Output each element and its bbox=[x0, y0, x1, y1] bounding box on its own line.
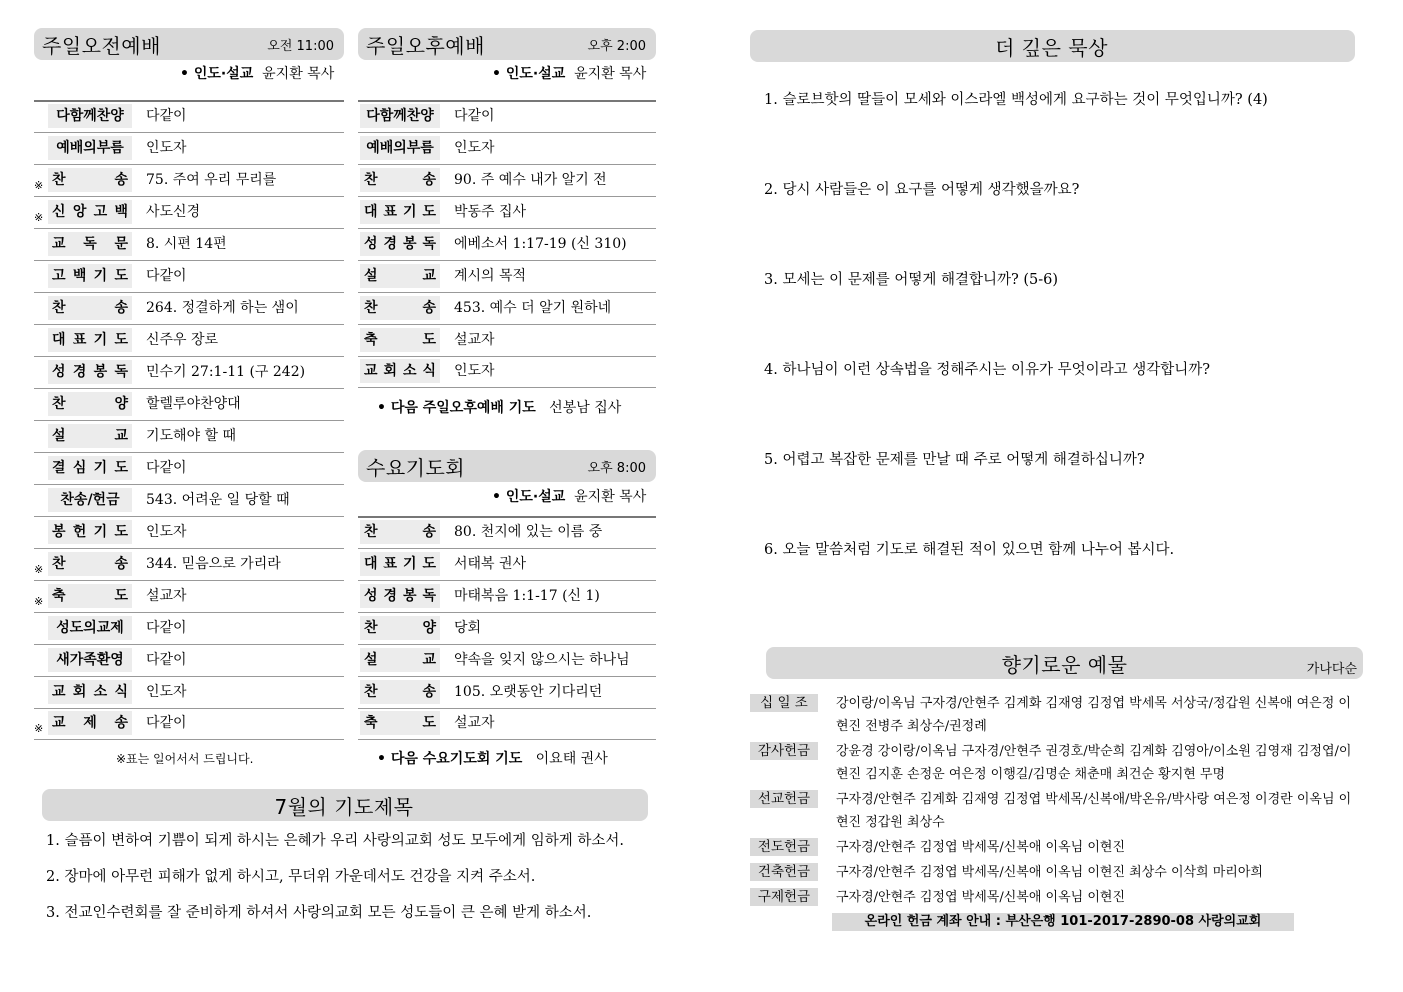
order-value: 인도자 bbox=[454, 363, 495, 379]
order-value: 에베소서 1:17-19 (신 310) bbox=[454, 236, 627, 252]
order-row bbox=[34, 196, 344, 228]
offering-category bbox=[750, 788, 1360, 834]
order-row bbox=[358, 196, 656, 228]
order-value: 당회 bbox=[454, 620, 482, 636]
morning-leader: • 인도·설교 윤지환 목사 bbox=[180, 66, 335, 82]
order-value: 인도자 bbox=[146, 524, 187, 540]
order-label: 다함께찬양 bbox=[48, 104, 132, 128]
order-value: 90. 주 예수 내가 알기 전 bbox=[454, 172, 607, 188]
order-label: 대 표 기 도 bbox=[48, 328, 132, 352]
offering-header bbox=[766, 647, 1363, 679]
order-value: 264. 정결하게 하는 샘이 bbox=[146, 300, 299, 316]
order-value: 인도자 bbox=[454, 140, 495, 156]
offering-names: 강윤경 강이랑/이옥님 구자경/안현주 권경호/박순희 김계화 김영아/이소원 김영재 김정엽/이현진 김지훈 손정운 여은정 이행길/김명순 채춘매 최건순 황지현 무명 bbox=[836, 744, 1352, 782]
order-row bbox=[34, 228, 344, 260]
wednesday-service-time: 오후 8:00 bbox=[587, 460, 646, 476]
standing-mark: ※ bbox=[34, 179, 44, 192]
wednesday-next-prayer: • 다음 수요기도회 기도 이요태 권사 bbox=[377, 751, 608, 767]
order-row bbox=[358, 612, 656, 644]
order-label: 예배의부름 bbox=[48, 136, 132, 160]
order-label: 교 독 문 bbox=[48, 232, 132, 256]
prayer-topics-list bbox=[46, 830, 646, 938]
order-label: 봉 헌 기 도 bbox=[48, 520, 132, 544]
afternoon-leader: • 인도·설교 윤지환 목사 bbox=[492, 66, 647, 82]
order-row bbox=[34, 708, 344, 740]
order-label: 찬 송 bbox=[360, 168, 440, 192]
order-row bbox=[34, 644, 344, 676]
standing-mark: ※ bbox=[34, 563, 44, 576]
online-account-info: 온라인 헌금 계좌 안내 : 부산은행 101-2017-2890-08 사랑의교회 bbox=[832, 913, 1294, 931]
meditation-question: 2. 당시 사람들은 이 요구를 어떻게 생각했을까요? bbox=[764, 182, 1080, 198]
morning-service-title: 주일오전예배 bbox=[42, 33, 161, 58]
order-label: 찬 송 bbox=[360, 520, 440, 544]
morning-order-table bbox=[34, 100, 344, 740]
order-row bbox=[358, 164, 656, 196]
order-row bbox=[358, 708, 656, 740]
offering-names: 강이랑/이옥님 구자경/안현주 김계화 김재영 김정엽 박세목 서상국/정갑원 신복애 여은정 이현진 전병주 최상수/권정례 bbox=[836, 696, 1351, 734]
meditation-question: 3. 모세는 이 문제를 어떻게 해결합니까? (5-6) bbox=[764, 272, 1059, 288]
prayer-topics-header bbox=[42, 789, 648, 821]
order-row bbox=[358, 580, 656, 612]
order-row bbox=[34, 484, 344, 516]
order-label: 설 교 bbox=[48, 424, 132, 448]
order-value: 마태복음 1:1-17 (신 1) bbox=[454, 588, 600, 604]
order-label: 찬 양 bbox=[360, 616, 440, 640]
order-row bbox=[34, 548, 344, 580]
offering-category bbox=[750, 836, 1360, 859]
order-value: 사도신경 bbox=[146, 204, 201, 220]
order-label: 성 경 봉 독 bbox=[360, 232, 440, 256]
order-label: 축 도 bbox=[360, 711, 440, 735]
offering-names: 구자경/안현주 김정엽 박세목/신복애 이옥님 이현진 bbox=[836, 840, 1126, 855]
afternoon-service-time: 오후 2:00 bbox=[587, 38, 646, 54]
order-value: 다같이 bbox=[454, 108, 495, 124]
order-label: 성 경 봉 독 bbox=[48, 360, 132, 384]
meditation-header bbox=[750, 30, 1355, 62]
order-label: 축 도 bbox=[48, 584, 132, 608]
order-label: 새가족환영 bbox=[48, 648, 132, 672]
order-label: 교 회 소 식 bbox=[360, 359, 440, 383]
order-row bbox=[34, 132, 344, 164]
meditation-question: 5. 어렵고 복잡한 문제를 만날 때 주로 어떻게 해결하십니까? bbox=[764, 452, 1145, 468]
standing-note: ※표는 일어서서 드립니다. bbox=[116, 752, 254, 766]
order-row bbox=[34, 164, 344, 196]
offering-order-note: 가나다순 bbox=[1306, 662, 1357, 677]
meditation-question: 1. 슬로브핫의 딸들이 모세와 이스라엘 백성에게 요구하는 것이 무엇입니까? (4) bbox=[764, 92, 1268, 108]
order-row bbox=[34, 260, 344, 292]
wednesday-service-header bbox=[358, 450, 656, 482]
order-label: 교 제 송 bbox=[48, 711, 132, 735]
order-value: 8. 시편 14편 bbox=[146, 236, 227, 252]
order-label: 고 백 기 도 bbox=[48, 264, 132, 288]
order-value: 75. 주여 우리 무리를 bbox=[146, 172, 277, 188]
wednesday-order-table bbox=[358, 516, 656, 740]
order-value: 다같이 bbox=[146, 715, 187, 731]
afternoon-order-table bbox=[358, 100, 656, 388]
offering-category bbox=[750, 886, 1360, 909]
order-row bbox=[34, 580, 344, 612]
order-row bbox=[34, 516, 344, 548]
order-label: 성 경 봉 독 bbox=[360, 584, 440, 608]
morning-service-time: 오전 11:00 bbox=[267, 38, 334, 54]
order-value: 설교자 bbox=[454, 715, 495, 731]
order-row bbox=[34, 356, 344, 388]
order-value: 다같이 bbox=[146, 460, 187, 476]
order-label: 설 교 bbox=[360, 264, 440, 288]
wednesday-service-title: 수요기도회 bbox=[366, 455, 466, 480]
order-value: 453. 예수 더 알기 원하네 bbox=[454, 300, 612, 316]
order-value: 다같이 bbox=[146, 268, 187, 284]
order-label: 찬송/헌금 bbox=[48, 488, 132, 512]
afternoon-next-prayer: • 다음 주일오후예배 기도 선봉남 집사 bbox=[377, 400, 622, 416]
order-value: 다같이 bbox=[146, 620, 187, 636]
offering-names: 구자경/안현주 김계화 김재영 김정엽 박세목/신복애/박온유/박사랑 여은정 이경란 이옥님 이현진 정갑원 최상수 bbox=[836, 792, 1352, 830]
order-label: 설 교 bbox=[360, 648, 440, 672]
order-label: 대 표 기 도 bbox=[360, 552, 440, 576]
offering-category-label: 십 일 조 bbox=[750, 694, 818, 712]
order-row bbox=[34, 100, 344, 132]
offering-category-label: 전도헌금 bbox=[750, 838, 818, 856]
order-value: 기도해야 할 때 bbox=[146, 428, 237, 444]
offering-title: 향기로운 예물 bbox=[1001, 652, 1128, 677]
order-row bbox=[358, 516, 656, 548]
wednesday-leader: • 인도·설교 윤지환 목사 bbox=[492, 489, 647, 505]
order-label: 다함께찬양 bbox=[360, 104, 440, 128]
offering-category bbox=[750, 692, 1360, 738]
order-row bbox=[358, 260, 656, 292]
order-value: 인도자 bbox=[146, 140, 187, 156]
order-value: 설교자 bbox=[146, 588, 187, 604]
order-value: 80. 천지에 있는 이름 중 bbox=[454, 524, 603, 540]
order-label: 결 심 기 도 bbox=[48, 456, 132, 480]
offering-names: 구자경/안현주 김정엽 박세목/신복애 이옥님 이현진 bbox=[836, 890, 1126, 905]
standing-mark: ※ bbox=[34, 211, 44, 224]
morning-service-header bbox=[34, 28, 344, 60]
meditation-questions bbox=[764, 88, 1364, 568]
order-value: 계시의 목적 bbox=[454, 268, 527, 284]
order-value: 서태복 권사 bbox=[454, 556, 527, 572]
order-value: 다같이 bbox=[146, 108, 187, 124]
order-row bbox=[34, 676, 344, 708]
order-value: 할렐루야찬양대 bbox=[146, 396, 241, 412]
afternoon-service-header bbox=[358, 28, 656, 60]
order-value: 설교자 bbox=[454, 332, 495, 348]
offering-category bbox=[750, 740, 1360, 786]
order-row bbox=[358, 644, 656, 676]
afternoon-service-title: 주일오후예배 bbox=[366, 33, 485, 58]
order-value: 344. 믿음으로 가리라 bbox=[146, 556, 281, 572]
order-value: 인도자 bbox=[146, 684, 187, 700]
order-label: 찬 송 bbox=[48, 296, 132, 320]
prayer-topic-item: 3. 전교인수련회를 잘 준비하게 하셔서 사랑의교회 모든 성도들이 큰 은혜 받게 하소서. bbox=[46, 905, 592, 921]
order-label: 축 도 bbox=[360, 328, 440, 352]
order-label: 성도의교제 bbox=[48, 616, 132, 640]
order-value: 약속을 잊지 않으시는 하나님 bbox=[454, 652, 630, 668]
offering-category-label: 건축헌금 bbox=[750, 863, 818, 881]
order-row bbox=[358, 324, 656, 356]
order-row bbox=[358, 356, 656, 388]
offering-names: 구자경/안현주 김정엽 박세목/신복애 이옥님 이현진 최상수 이삭희 마리아희 bbox=[836, 865, 1263, 880]
order-row bbox=[358, 292, 656, 324]
prayer-topic-item: 1. 슬픔이 변하여 기쁨이 되게 하시는 은혜가 우리 사랑의교회 성도 모두에게 임하게 하소서. bbox=[46, 833, 625, 849]
offering-category-label: 선교헌금 bbox=[750, 790, 818, 808]
offering-category-label: 감사헌금 bbox=[750, 742, 818, 760]
order-label: 예배의부름 bbox=[360, 136, 440, 160]
order-label: 신 앙 고 백 bbox=[48, 200, 132, 224]
order-row bbox=[34, 324, 344, 356]
order-label: 찬 송 bbox=[48, 168, 132, 192]
order-value: 105. 오랫동안 기다리던 bbox=[454, 684, 603, 700]
order-value: 543. 어려운 일 당할 때 bbox=[146, 492, 290, 508]
order-value: 민수기 27:1-11 (구 242) bbox=[146, 364, 306, 380]
order-value: 다같이 bbox=[146, 652, 187, 668]
meditation-question: 4. 하나님이 이런 상속법을 정해주시는 이유가 무엇이라고 생각합니까? bbox=[764, 362, 1211, 378]
meditation-question: 6. 오늘 말씀처럼 기도로 해결된 적이 있으면 함께 나누어 봅시다. bbox=[764, 542, 1175, 558]
order-value: 신주우 장로 bbox=[146, 332, 219, 348]
prayer-topic-item: 2. 장마에 아무런 피해가 없게 하시고, 무더위 가운데서도 건강을 지켜 주소서. bbox=[46, 869, 536, 885]
standing-mark: ※ bbox=[34, 595, 44, 608]
order-label: 찬 송 bbox=[360, 296, 440, 320]
order-row bbox=[34, 420, 344, 452]
order-label: 교 회 소 식 bbox=[48, 680, 132, 704]
order-row bbox=[358, 100, 656, 132]
order-row bbox=[34, 292, 344, 324]
order-row bbox=[34, 388, 344, 420]
order-label: 찬 양 bbox=[48, 392, 132, 416]
prayer-topics-title: 7월의 기도제목 bbox=[274, 794, 414, 819]
order-label: 찬 송 bbox=[48, 552, 132, 576]
order-row bbox=[358, 676, 656, 708]
order-row bbox=[358, 228, 656, 260]
standing-mark: ※ bbox=[34, 722, 44, 735]
order-value: 박동주 집사 bbox=[454, 204, 527, 220]
offering-list bbox=[750, 692, 1360, 911]
offering-category bbox=[750, 861, 1360, 884]
order-label: 찬 송 bbox=[360, 680, 440, 704]
order-label: 대 표 기 도 bbox=[360, 200, 440, 224]
order-row bbox=[34, 612, 344, 644]
order-row bbox=[358, 132, 656, 164]
offering-category-label: 구제헌금 bbox=[750, 888, 818, 906]
meditation-title: 더 깊은 묵상 bbox=[995, 35, 1108, 60]
order-row bbox=[34, 452, 344, 484]
order-row bbox=[358, 548, 656, 580]
